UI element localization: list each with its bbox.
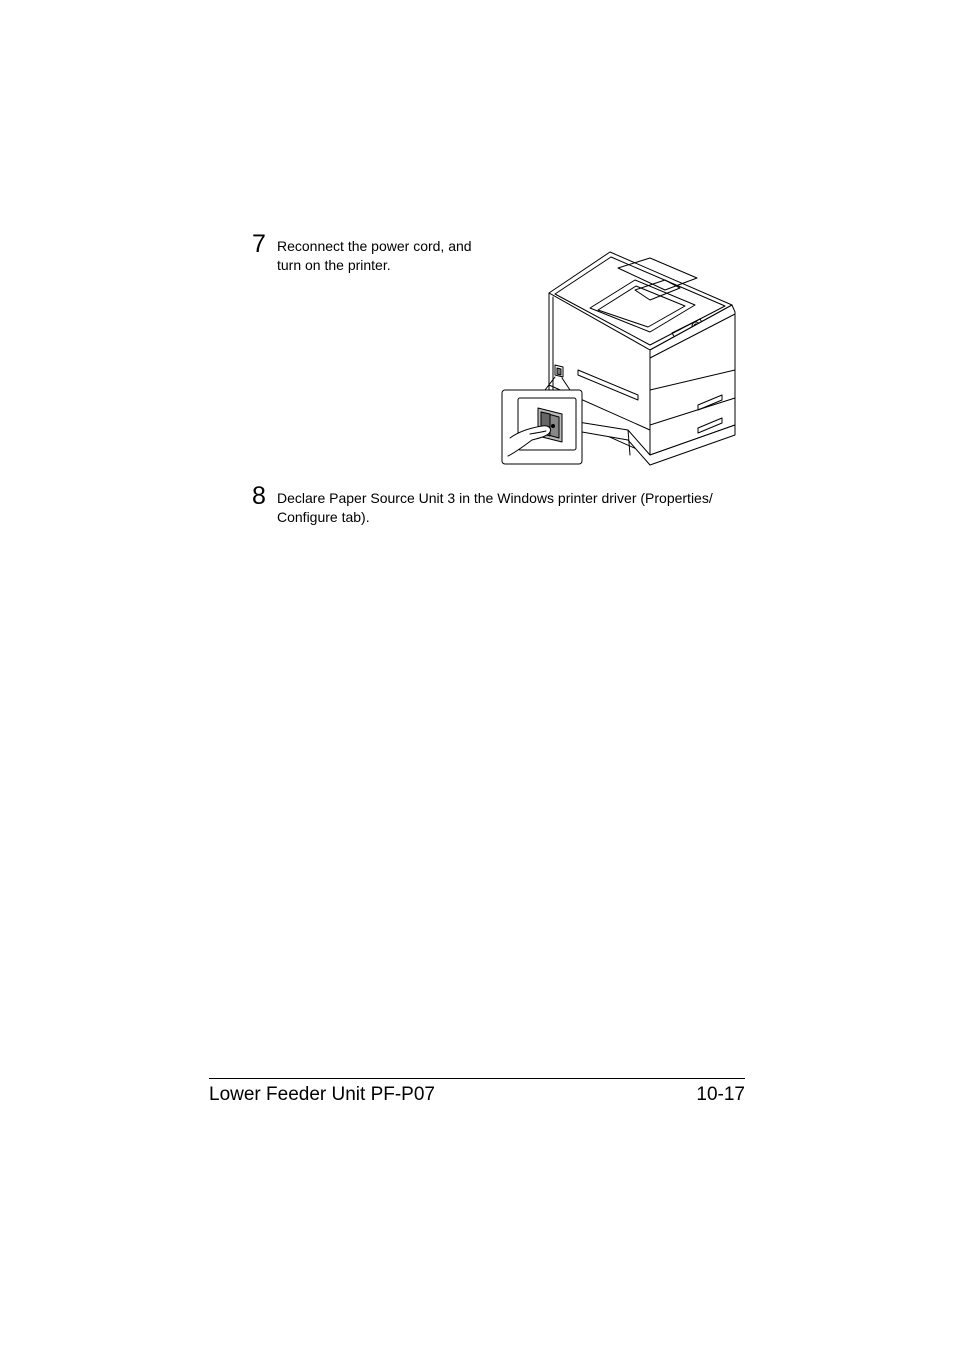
footer-section-title: Lower Feeder Unit PF-P07 <box>209 1084 435 1105</box>
step-7-line-2: turn on the printer. <box>277 257 391 273</box>
step-7-number: 7 <box>252 230 266 258</box>
step-8-number: 8 <box>252 482 266 510</box>
step-7-line-1: Reconnect the power cord, and <box>277 238 472 254</box>
step-8-line-1: Declare Paper Source Unit 3 in the Windows printer driver (Properties/ <box>277 490 713 506</box>
footer-page-number: 10-17 <box>696 1084 745 1105</box>
footer-divider <box>209 1078 745 1079</box>
step-7-instruction <box>277 237 472 275</box>
printer-power-switch-illustration <box>500 250 738 467</box>
step-8-instruction <box>277 489 713 527</box>
step-8-line-2: Configure tab). <box>277 509 370 525</box>
